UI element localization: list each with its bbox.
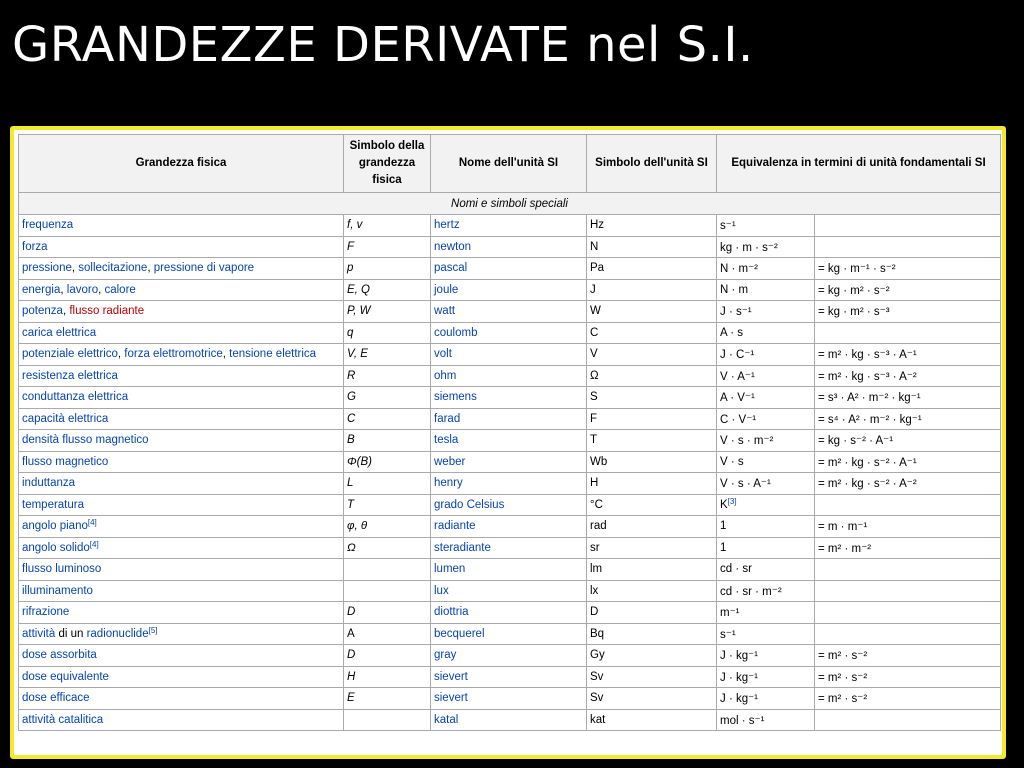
unit-name-cell — [431, 236, 587, 258]
quantity-cell — [19, 709, 344, 731]
quantity-symbol: G — [344, 387, 431, 409]
unit-name-cell — [431, 215, 587, 237]
quantity-cell — [19, 516, 344, 538]
table-row — [19, 602, 1001, 624]
fundamental-equivalence: = m · m⁻¹ — [815, 516, 1001, 538]
unit-name-link[interactable]: hertz — [434, 219, 460, 232]
equivalence-text: J · s⁻¹ — [720, 306, 752, 319]
unit-name-link[interactable]: siemens — [434, 391, 477, 404]
unit-symbol: °C — [587, 494, 717, 516]
quantity-symbol: D — [344, 645, 431, 667]
unit-name-cell — [431, 258, 587, 280]
quantity-symbol: A — [344, 623, 431, 645]
unit-name-cell — [431, 537, 587, 559]
quantity-cell — [19, 666, 344, 688]
unit-name-link[interactable]: coulomb — [434, 326, 478, 339]
unit-name-link[interactable]: newton — [434, 240, 472, 253]
unit-equivalence — [717, 322, 815, 344]
equivalence-text: N · m⁻² — [720, 263, 759, 276]
unit-name-cell — [431, 322, 587, 344]
fundamental-equivalence: = m² · kg · s⁻³ · A⁻¹ — [815, 344, 1001, 366]
unit-equivalence — [717, 666, 815, 688]
unit-name-cell — [431, 559, 587, 581]
table-row — [19, 215, 1001, 237]
quantity-link[interactable]: temperatura — [22, 498, 85, 511]
quantity-cell — [19, 322, 344, 344]
quantity-link[interactable]: sollecitazione — [78, 262, 148, 275]
unit-symbol: Ω — [587, 365, 717, 387]
equivalence-text: J · kg⁻¹ — [720, 693, 759, 706]
equivalence-text: s⁻¹ — [720, 220, 736, 233]
quantity-link[interactable]: resistenza elettrica — [22, 369, 118, 382]
unit-equivalence — [717, 279, 815, 301]
unit-name-link[interactable]: radiante — [434, 520, 476, 533]
unit-name-link[interactable]: volt — [434, 348, 452, 361]
unit-name-cell — [431, 387, 587, 409]
quantity-cell — [19, 537, 344, 559]
quantity-cell — [19, 258, 344, 280]
unit-equivalence — [717, 301, 815, 323]
quantity-symbol: P, W — [344, 301, 431, 323]
unit-equivalence — [717, 645, 815, 667]
table-row — [19, 580, 1001, 602]
unit-name-cell — [431, 623, 587, 645]
unit-symbol: Bq — [587, 623, 717, 645]
unit-symbol: Hz — [587, 215, 717, 237]
quantity-cell — [19, 602, 344, 624]
unit-name-link[interactable]: sievert — [434, 670, 468, 683]
table-row — [19, 473, 1001, 495]
unit-symbol: C — [587, 322, 717, 344]
quantity-link[interactable]: attività — [22, 627, 56, 640]
reference-link[interactable]: [5] — [148, 625, 158, 635]
equivalence-text: V · s · A⁻¹ — [720, 478, 771, 491]
quantity-symbol: R — [344, 365, 431, 387]
quantity-cell — [19, 645, 344, 667]
quantity-link[interactable]: carica elettrica — [22, 326, 97, 339]
header-unit-name: Nome dell'unità SI — [431, 135, 587, 193]
table-row — [19, 236, 1001, 258]
equivalence-text: K — [720, 498, 728, 511]
fundamental-equivalence — [815, 709, 1001, 731]
reference-link[interactable]: [3] — [727, 496, 737, 506]
unit-name-link[interactable]: becquerel — [434, 627, 485, 640]
quantity-link[interactable]: dose assorbita — [22, 649, 97, 662]
unit-symbol: Gy — [587, 645, 717, 667]
unit-name-cell — [431, 301, 587, 323]
table-row — [19, 430, 1001, 452]
quantity-separator: , — [147, 262, 154, 275]
unit-equivalence — [717, 494, 815, 516]
unit-equivalence — [717, 365, 815, 387]
unit-equivalence — [717, 258, 815, 280]
unit-name-link[interactable]: steradiante — [434, 541, 491, 554]
unit-name-cell — [431, 516, 587, 538]
quantity-link[interactable]: forza elettromotrice — [124, 348, 223, 361]
quantity-link[interactable]: tensione elettrica — [229, 348, 317, 361]
table-row — [19, 279, 1001, 301]
unit-symbol: W — [587, 301, 717, 323]
table-body — [19, 215, 1001, 731]
unit-name-cell — [431, 408, 587, 430]
fundamental-equivalence: = kg · s⁻² · A⁻¹ — [815, 430, 1001, 452]
quantity-link[interactable]: lavoro — [66, 283, 99, 296]
table-row — [19, 537, 1001, 559]
quantity-cell — [19, 387, 344, 409]
quantity-link[interactable]: angolo piano — [22, 520, 88, 533]
quantity-cell — [19, 451, 344, 473]
quantity-link[interactable]: rifrazione — [22, 606, 70, 619]
table-row — [19, 516, 1001, 538]
equivalence-text: A · V⁻¹ — [720, 392, 755, 405]
equivalence-text: cd · sr · m⁻² — [720, 585, 782, 598]
quantity-cell — [19, 236, 344, 258]
unit-name-cell — [431, 344, 587, 366]
fundamental-equivalence: = m² · m⁻² — [815, 537, 1001, 559]
quantity-cell — [19, 344, 344, 366]
fundamental-equivalence — [815, 215, 1001, 237]
quantity-redlink[interactable]: flusso radiante — [69, 305, 145, 318]
unit-name-cell — [431, 473, 587, 495]
unit-name-link[interactable]: lux — [434, 584, 449, 597]
equivalence-text: J · C⁻¹ — [720, 349, 755, 362]
unit-name-cell — [431, 451, 587, 473]
unit-symbol: V — [587, 344, 717, 366]
quantity-symbol: V, E — [344, 344, 431, 366]
equivalence-text: A · s — [720, 326, 744, 339]
unit-symbol: sr — [587, 537, 717, 559]
quantity-symbol: Φ(B) — [344, 451, 431, 473]
unit-name-cell — [431, 602, 587, 624]
fundamental-equivalence: = m² · s⁻² — [815, 645, 1001, 667]
fundamental-equivalence — [815, 602, 1001, 624]
equivalence-text: V · A⁻¹ — [720, 370, 755, 383]
unit-name-link[interactable]: ohm — [434, 369, 457, 382]
table-row — [19, 645, 1001, 667]
quantity-cell — [19, 215, 344, 237]
quantity-link[interactable]: energia — [22, 283, 61, 296]
section-row — [19, 193, 1001, 215]
quantity-link[interactable]: illuminamento — [22, 584, 93, 597]
unit-equivalence — [717, 516, 815, 538]
quantity-cell — [19, 365, 344, 387]
header-quantity: Grandezza fisica — [19, 135, 344, 193]
quantity-cell — [19, 494, 344, 516]
quantity-separator: , — [117, 348, 125, 361]
quantity-symbol: Ω — [344, 537, 431, 559]
fundamental-equivalence: = m² · kg · s⁻² · A⁻¹ — [815, 451, 1001, 473]
quantity-symbol: q — [344, 322, 431, 344]
fundamental-equivalence: = s⁴ · A² · m⁻² · kg⁻¹ — [815, 408, 1001, 430]
fundamental-equivalence: = m² · kg · s⁻³ · A⁻² — [815, 365, 1001, 387]
unit-name-link[interactable]: sievert — [434, 692, 468, 705]
table-row — [19, 709, 1001, 731]
fundamental-equivalence: = s³ · A² · m⁻² · kg⁻¹ — [815, 387, 1001, 409]
quantity-link[interactable]: calore — [104, 283, 136, 296]
table-row — [19, 451, 1001, 473]
quantity-cell — [19, 408, 344, 430]
table-row — [19, 688, 1001, 710]
quantity-link[interactable]: forza — [22, 240, 48, 253]
unit-name-cell — [431, 666, 587, 688]
quantity-link[interactable]: pressione — [22, 262, 72, 275]
unit-name-cell — [431, 580, 587, 602]
reference-link[interactable]: [4] — [87, 518, 97, 528]
unit-equivalence — [717, 473, 815, 495]
fundamental-equivalence: = m² · s⁻² — [815, 666, 1001, 688]
quantity-link[interactable]: dose equivalente — [22, 670, 109, 683]
header-row — [19, 135, 1001, 193]
equivalence-text: J · kg⁻¹ — [720, 671, 759, 684]
equivalence-text: J · kg⁻¹ — [720, 650, 759, 663]
unit-equivalence — [717, 537, 815, 559]
unit-symbol: Pa — [587, 258, 717, 280]
equivalence-text: 1 — [720, 520, 727, 533]
unit-name-link[interactable]: gray — [434, 649, 457, 662]
quantity-symbol: E — [344, 688, 431, 710]
table-row — [19, 494, 1001, 516]
si-derived-units-table — [18, 134, 1001, 731]
unit-equivalence — [717, 430, 815, 452]
quantity-separator: , — [62, 305, 70, 318]
equivalence-text: mol · s⁻¹ — [720, 714, 765, 727]
fundamental-equivalence: = kg · m² · s⁻² — [815, 279, 1001, 301]
table-row — [19, 344, 1001, 366]
quantity-link[interactable]: conduttanza elettrica — [22, 391, 129, 404]
header-equivalence: Equivalenza in termini di unità fondamentali SI — [717, 135, 1001, 193]
table-row — [19, 365, 1001, 387]
unit-name-cell — [431, 645, 587, 667]
unit-equivalence — [717, 344, 815, 366]
fundamental-equivalence — [815, 623, 1001, 645]
quantity-symbol: E, Q — [344, 279, 431, 301]
unit-name-link[interactable]: lumen — [434, 563, 466, 576]
quantity-symbol: T — [344, 494, 431, 516]
unit-symbol: lx — [587, 580, 717, 602]
unit-symbol: S — [587, 387, 717, 409]
quantity-cell — [19, 473, 344, 495]
unit-name-link[interactable]: watt — [434, 305, 456, 318]
unit-symbol: Wb — [587, 451, 717, 473]
unit-name-link[interactable]: grado Celsius — [434, 498, 505, 511]
fundamental-equivalence: = kg · m⁻¹ · s⁻² — [815, 258, 1001, 280]
fundamental-equivalence: = m² · kg · s⁻² · A⁻² — [815, 473, 1001, 495]
quantity-symbol: f, v — [344, 215, 431, 237]
unit-name-cell — [431, 430, 587, 452]
quantity-symbol: p — [344, 258, 431, 280]
unit-symbol: rad — [587, 516, 717, 538]
header-unit-symbol: Simbolo dell'unità SI — [587, 135, 717, 193]
quantity-link[interactable]: flusso luminoso — [22, 563, 102, 576]
quantity-link[interactable]: frequenza — [22, 219, 74, 232]
equivalence-text: 1 — [720, 541, 727, 554]
quantity-cell — [19, 580, 344, 602]
unit-name-link[interactable]: joule — [434, 283, 459, 296]
quantity-link[interactable]: densità flusso magnetico — [22, 434, 149, 447]
unit-symbol: D — [587, 602, 717, 624]
reference-link[interactable]: [4] — [89, 539, 99, 549]
quantity-symbol: B — [344, 430, 431, 452]
quantity-link[interactable]: radionuclide — [86, 627, 149, 640]
quantity-cell — [19, 279, 344, 301]
table-row — [19, 666, 1001, 688]
fundamental-equivalence — [815, 236, 1001, 258]
equivalence-text: V · s — [720, 455, 744, 468]
quantity-cell — [19, 623, 344, 645]
table-row — [19, 322, 1001, 344]
unit-equivalence — [717, 623, 815, 645]
table-row — [19, 408, 1001, 430]
quantity-symbol: F — [344, 236, 431, 258]
table-frame — [10, 126, 1006, 759]
quantity-separator: , — [71, 262, 79, 275]
unit-equivalence — [717, 387, 815, 409]
unit-symbol: kat — [587, 709, 717, 731]
fundamental-equivalence — [815, 580, 1001, 602]
slide-title: GRANDEZZE DERIVATE nel S.I. — [12, 17, 754, 73]
fundamental-equivalence — [815, 559, 1001, 581]
quantity-cell — [19, 559, 344, 581]
quantity-separator: di un — [55, 627, 87, 640]
quantity-link[interactable]: attività catalitica — [22, 713, 104, 726]
equivalence-text: s⁻¹ — [720, 628, 736, 641]
quantity-link[interactable]: flusso magnetico — [22, 455, 109, 468]
quantity-symbol: C — [344, 408, 431, 430]
unit-equivalence — [717, 709, 815, 731]
fundamental-equivalence: = m² · s⁻² — [815, 688, 1001, 710]
unit-equivalence — [717, 215, 815, 237]
equivalence-text: N · m — [720, 283, 749, 296]
unit-name-link[interactable]: henry — [434, 477, 463, 490]
unit-name-link[interactable]: pascal — [434, 262, 468, 275]
quantity-symbol — [344, 559, 431, 581]
unit-symbol: lm — [587, 559, 717, 581]
unit-name-link[interactable]: diottria — [434, 606, 469, 619]
unit-symbol: Sv — [587, 666, 717, 688]
unit-equivalence — [717, 688, 815, 710]
unit-name-cell — [431, 365, 587, 387]
unit-symbol: H — [587, 473, 717, 495]
equivalence-text: V · s · m⁻² — [720, 435, 774, 448]
fundamental-equivalence: = kg · m² · s⁻³ — [815, 301, 1001, 323]
quantity-link[interactable]: capacità elettrica — [22, 412, 109, 425]
quantity-cell — [19, 430, 344, 452]
quantity-link[interactable]: potenza — [22, 305, 63, 318]
unit-equivalence — [717, 580, 815, 602]
unit-equivalence — [717, 559, 815, 581]
quantity-separator: , — [60, 283, 67, 296]
quantity-cell — [19, 688, 344, 710]
quantity-link[interactable]: potenziale elettrico — [22, 348, 118, 361]
unit-name-cell — [431, 709, 587, 731]
unit-name-link[interactable]: katal — [434, 713, 459, 726]
unit-equivalence — [717, 236, 815, 258]
quantity-symbol — [344, 580, 431, 602]
quantity-symbol: L — [344, 473, 431, 495]
header-quantity-symbol: Simbolo della grandezza fisica — [344, 135, 431, 193]
table-row — [19, 559, 1001, 581]
table-row — [19, 623, 1001, 645]
quantity-separator: , — [98, 283, 105, 296]
quantity-symbol — [344, 709, 431, 731]
quantity-cell — [19, 301, 344, 323]
unit-name-link[interactable]: tesla — [434, 434, 459, 447]
quantity-link[interactable]: dose efficace — [22, 692, 90, 705]
quantity-link[interactable]: induttanza — [22, 477, 76, 490]
unit-name-cell — [431, 279, 587, 301]
fundamental-equivalence — [815, 322, 1001, 344]
unit-name-link[interactable]: weber — [434, 455, 466, 468]
fundamental-equivalence — [815, 494, 1001, 516]
unit-equivalence — [717, 602, 815, 624]
quantity-separator: , — [222, 348, 230, 361]
unit-name-cell — [431, 688, 587, 710]
unit-name-cell — [431, 494, 587, 516]
quantity-symbol: φ, θ — [344, 516, 431, 538]
quantity-link[interactable]: pressione di vapore — [153, 262, 255, 275]
quantity-link[interactable]: angolo solido — [22, 541, 90, 554]
quantity-symbol: H — [344, 666, 431, 688]
section-label: Nomi e simboli speciali — [19, 193, 1001, 215]
unit-symbol: J — [587, 279, 717, 301]
equivalence-text: kg · m · s⁻² — [720, 241, 778, 254]
quantity-symbol: D — [344, 602, 431, 624]
unit-name-link[interactable]: farad — [434, 412, 461, 425]
equivalence-text: cd · sr — [720, 563, 752, 576]
unit-equivalence — [717, 451, 815, 473]
unit-symbol: Sv — [587, 688, 717, 710]
equivalence-text: C · V⁻¹ — [720, 413, 757, 426]
unit-symbol: F — [587, 408, 717, 430]
equivalence-text: m⁻¹ — [720, 607, 740, 620]
table-row — [19, 258, 1001, 280]
unit-symbol: N — [587, 236, 717, 258]
table-row — [19, 301, 1001, 323]
table-row — [19, 387, 1001, 409]
unit-symbol: T — [587, 430, 717, 452]
unit-equivalence — [717, 408, 815, 430]
